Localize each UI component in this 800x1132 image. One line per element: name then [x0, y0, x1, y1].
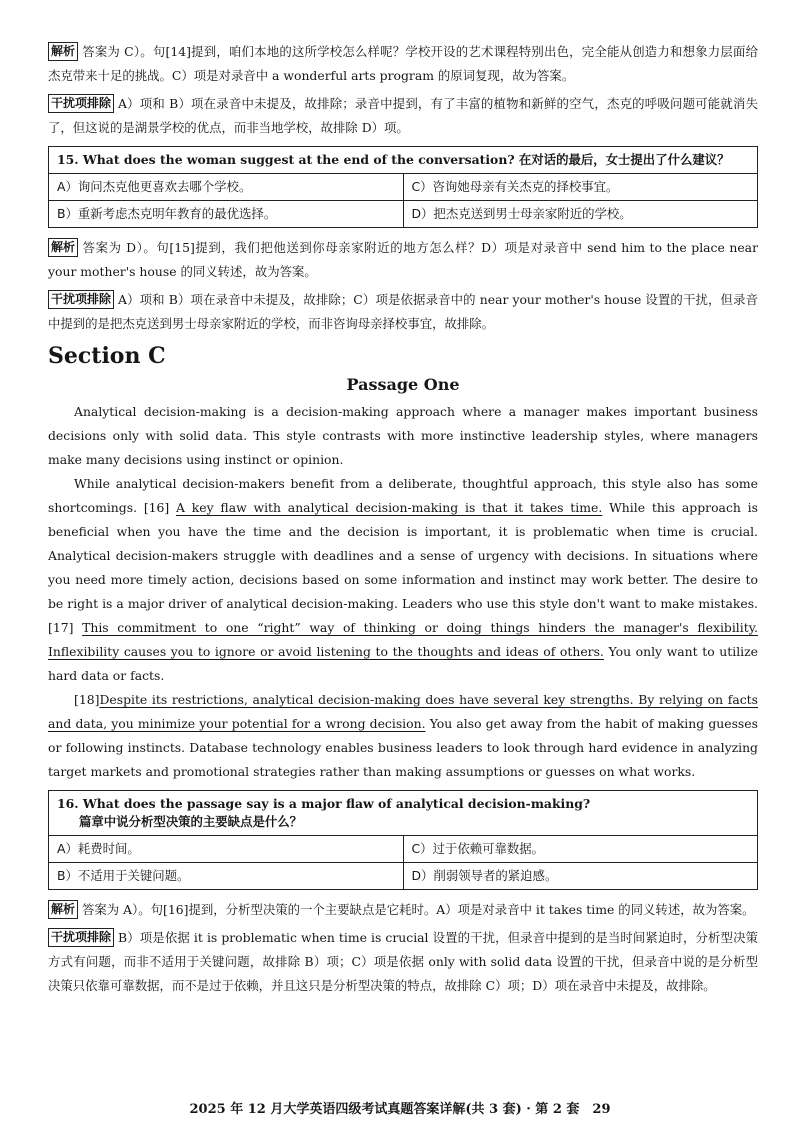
- question-16-cn: 篇章中说分析型决策的主要缺点是什么？: [79, 814, 303, 829]
- analysis-text: 答案为 D）。句[15]提到，我们把他送到你母亲家附近的地方怎么样？D）项是对录音中 send him to the place near your mother's house 的同义转述，故为答案。: [48, 240, 758, 279]
- distractor-15: [48, 288, 758, 336]
- paragraph-text: You only want to utilize hard data or facts.: [48, 644, 759, 683]
- distractor-tag: 干扰项排除: [48, 290, 114, 309]
- analysis-14: [48, 40, 758, 88]
- question-15-table: [48, 146, 758, 228]
- question-16-table: [48, 790, 758, 890]
- option-c: C）过于依赖可靠数据。: [403, 836, 758, 863]
- passage-title: Passage One: [346, 375, 460, 394]
- question-16: [49, 791, 758, 836]
- option-a: A）耗费时间。: [49, 836, 404, 863]
- analysis-text: 答案为 C）。句[14]提到，咱们本地的这所学校怎么样呢？学校开设的艺术课程特别出色，完全能从创造力和想象力层面给杰克带来十足的挑战。C）项是对录音中 a wonderful arts program 的原词复现，故为答案。: [48, 44, 758, 83]
- analysis-15: [48, 236, 758, 284]
- paragraph-text: You also get away from the habit of making guesses or following instincts. Database technology enables business leaders to look through hard evidence in analyzing target markets and promotional strategies rather than making assumptions or guesses on what works.: [48, 716, 758, 779]
- distractor-text: A）项和 B）项在录音中未提及，故排除；录音中提到，有了丰富的植物和新鲜的空气，杰克的呼吸问题可能就消失了，但这说的是湖景学校的优点，而非当地学校，故排除 D）项。: [48, 96, 758, 135]
- paragraph-text: While analytical decision-makers benefit from a deliberate, thoughtful approach, this style also has some shortcomings. [16]: [48, 476, 758, 515]
- option-d: D）削弱领导者的紧迫感。: [403, 863, 758, 890]
- option-d: D）把杰克送到男士母亲家附近的学校。: [403, 201, 758, 228]
- passage-paragraph-1: Analytical decision-making is a decision-making approach where a manager makes important business decisions only with solid data. This style contrasts with more instinctive leadership styles, where managers make many decisions using instinct or opinion.: [48, 404, 758, 467]
- underlined-sentence-17: This commitment to one “right” way of thinking or doing things hinders the manager's flexibility. Inflexibility causes you to ignore or avoid listening to the thoughts and ideas of others.: [48, 620, 759, 659]
- distractor-tag: 干扰项排除: [48, 928, 114, 947]
- analysis-tag: 解析: [48, 42, 78, 61]
- option-b: B）重新考虑杰克明年教育的最优选择。: [49, 201, 404, 228]
- analysis-text: 答案为 A）。句[16]提到，分析型决策的一个主要缺点是它耗时。A）项是对录音中 it takes time 的同义转述，故为答案。: [82, 902, 755, 917]
- analysis-tag: 解析: [48, 900, 78, 919]
- analysis-tag: 解析: [48, 238, 78, 257]
- distractor-16: [48, 926, 758, 998]
- section-title: Section C: [48, 343, 166, 369]
- question-16-en: 16. What does the passage say is a major flaw of analytical decision-making?: [57, 796, 591, 811]
- underlined-sentence-16: A key flaw with analytical decision-making is that it takes time.: [176, 500, 603, 515]
- distractor-tag: 干扰项排除: [48, 94, 114, 113]
- passage-paragraph-2: [48, 472, 758, 688]
- page-content: [48, 40, 758, 1002]
- distractor-14: [48, 92, 758, 140]
- distractor-text: A）项和 B）项在录音中未提及，故排除；C）项是依据录音中的 near your mother's house 设置的干扰，但录音中提到的是把杰克送到男士母亲家附近的学校，而非咨询母亲择校事宜，故排除。: [48, 292, 758, 331]
- paragraph-text: [18]: [74, 692, 100, 707]
- option-c: C）咨询她母亲有关杰克的择校事宜。: [403, 174, 758, 201]
- option-b: B）不适用于关键问题。: [49, 863, 404, 890]
- page-footer: 2025 年 12 月大学英语四级考试真题答案详解(共 3 套) · 第 2 套 29: [189, 1102, 611, 1117]
- underlined-sentence-18: Despite its restrictions, analytical decision-making does have several key strengths. By relying on facts and data, you minimize your potential for a wrong decision.: [48, 692, 758, 731]
- question-15: 15. What does the woman suggest at the end of the conversation? 在对话的最后，女士提出了什么建议？: [49, 147, 758, 174]
- analysis-16: [48, 898, 758, 922]
- option-a: A）询问杰克他更喜欢去哪个学校。: [49, 174, 404, 201]
- passage-paragraph-3: [48, 688, 758, 784]
- paragraph-text: While this approach is beneficial when you have the time and the decision is important, it is problematic when time is crucial. Analytical decision-makers struggle with deadlines and a sense of urgency with decisions. In situations where you need more timely action, decisions based on some information and instinct may work better. The desire to be right is a major driver of analytical decision-making. Leaders who use this style don't want to make mistakes. [17]: [48, 500, 758, 635]
- distractor-text: B）项是依据 it is problematic when time is crucial 设置的干扰，但录音中提到的是当时间紧迫时，分析型决策方式有问题，而非不适用于关键问题，故排除 B）项；C）项是依据 only with solid data 设置的干扰，但录音中说的是分析型决策只依靠可靠数据，而不是过于依赖，并且这只是分析型决策的特点，故排除 C）项；D）项在录音中未提及，故排除。: [48, 930, 758, 993]
